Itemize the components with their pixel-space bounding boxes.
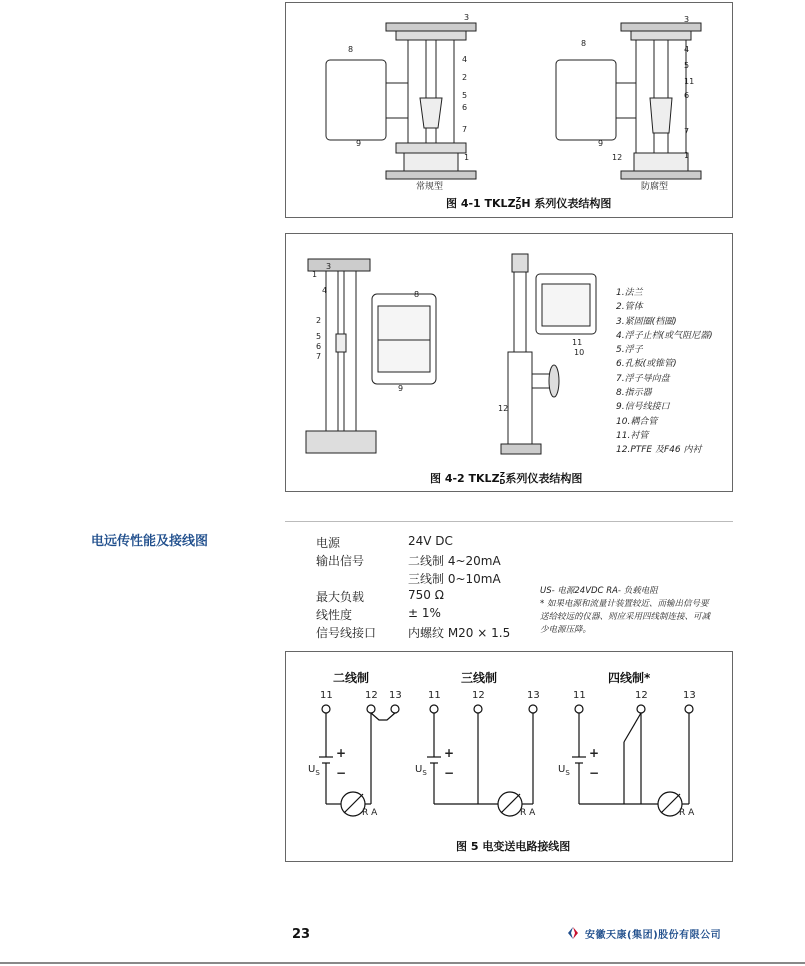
minus-label: − bbox=[336, 766, 347, 780]
legend-item: 10.耦合管 bbox=[616, 416, 658, 427]
legend-item: 12.PTFE 及F46 内衬 bbox=[616, 445, 702, 456]
spec-label: 最大负载 bbox=[316, 590, 365, 604]
figure-4-1-callout: 3 bbox=[464, 13, 470, 22]
spec-value: ± 1% bbox=[408, 606, 441, 620]
figure-4-1-callout: 2 bbox=[462, 73, 468, 82]
figure-4-1-callout: 4 bbox=[684, 45, 690, 54]
figure-4-1-left-label: 常规型 bbox=[416, 182, 444, 192]
figure-4-2-callout: 12 bbox=[498, 404, 509, 413]
us-label: $U_S$ bbox=[558, 764, 570, 777]
legend-item: 5.浮子 bbox=[616, 345, 643, 356]
terminal-label: 13 bbox=[389, 690, 402, 701]
wiring-title-two-wire: 二线制 bbox=[333, 671, 370, 685]
figure-4-1-callout: 7 bbox=[684, 127, 690, 136]
terminal-label: 12 bbox=[472, 690, 485, 701]
figure-4-1-callout: 3 bbox=[684, 15, 690, 24]
figure-4-2-caption: 图 4-2 TKLZ Z D 系列仪表结构图 bbox=[430, 471, 583, 486]
figure-4-1-callout: 7 bbox=[462, 125, 468, 134]
company-name: 安徽天康(集团)股份有限公司 bbox=[585, 930, 722, 941]
terminal-label: 11 bbox=[428, 690, 441, 701]
ra-label: R A bbox=[362, 808, 378, 818]
figure-4-1-callout: 1 bbox=[464, 153, 470, 162]
figure-4-1-callout: 9 bbox=[356, 139, 362, 148]
figure-4-2-callout: 4 bbox=[322, 286, 328, 295]
us-label: $U_S$ bbox=[415, 764, 427, 777]
figure-4-1-callout: 11 bbox=[684, 77, 695, 86]
figure-4-2-frame bbox=[285, 233, 733, 492]
legend-item: 7.浮子导向盘 bbox=[616, 373, 670, 384]
figure-4-1-callout: 6 bbox=[684, 91, 690, 100]
figure-4-1-callout: 8 bbox=[348, 45, 354, 54]
plus-label: + bbox=[589, 746, 600, 760]
figure-4-1-callout: 4 bbox=[462, 55, 468, 64]
figure-4-2-callout: 5 bbox=[316, 332, 322, 341]
legend-item: 3.紧固圈(档圈) bbox=[616, 316, 677, 327]
figure-4-1-callout: 12 bbox=[612, 153, 623, 162]
plus-label: + bbox=[444, 746, 455, 760]
figure-4-2-callout: 7 bbox=[316, 352, 322, 361]
legend-item: 6.孔板(或锥管) bbox=[616, 359, 677, 370]
figure-4-2-callout: 2 bbox=[316, 316, 322, 325]
figure-4-1-callout: 8 bbox=[581, 39, 587, 48]
figure-4-1-caption: 图 4-1 TKLZ Z D H 系列仪表结构图 bbox=[446, 196, 612, 211]
terminal-label: 12 bbox=[365, 690, 378, 701]
figure-5-caption: 图 5 电变送电路接线图 bbox=[456, 840, 571, 853]
terminal-label: 11 bbox=[573, 690, 586, 701]
ra-label: R A bbox=[520, 808, 536, 818]
spec-value: 750 Ω bbox=[408, 588, 444, 602]
figure-4-2-callout: 3 bbox=[326, 262, 332, 271]
spec-value: 三线制 0~10mA bbox=[408, 572, 501, 586]
figure-4-2-callout: 10 bbox=[574, 348, 585, 357]
terminal-label: 13 bbox=[683, 690, 696, 701]
minus-label: − bbox=[589, 766, 600, 780]
terminal-label: 11 bbox=[320, 690, 333, 701]
legend-item: 1.法兰 bbox=[616, 288, 643, 298]
page-bottom-border bbox=[0, 962, 805, 964]
figure-4-2-callout: 1 bbox=[312, 270, 318, 279]
figure-4-1-right-label: 防腐型 bbox=[641, 182, 669, 192]
wiring-title-three-wire: 三线制 bbox=[461, 671, 498, 685]
legend-item: 11.衬管 bbox=[616, 430, 649, 441]
wiring-note: US- 电源24VDC RA- 负载电阻 * 如果电源和流量计装置较近、而输出信号要 送给较远的仪器、则应采用四线制连接、可减 少电源压降。 bbox=[540, 586, 711, 635]
spec-value: 内螺纹 M20 × 1.5 bbox=[408, 626, 511, 640]
spec-value: 二线制 4~20mA bbox=[408, 554, 501, 568]
figure-4-2-legend bbox=[616, 286, 713, 458]
figure-4-2-callout: 11 bbox=[572, 338, 583, 347]
page-number: 23 bbox=[292, 927, 311, 942]
spec-label: 输出信号 bbox=[316, 554, 365, 568]
figure-4-1-frame bbox=[285, 2, 733, 218]
spec-label: 线性度 bbox=[316, 608, 353, 622]
spec-label: 信号线接口 bbox=[316, 626, 377, 640]
legend-item: 2.管体 bbox=[616, 302, 643, 313]
ra-label: R A bbox=[679, 808, 695, 818]
section-divider bbox=[285, 521, 733, 522]
figure-4-1-callout: 5 bbox=[462, 91, 468, 100]
figure-5-frame bbox=[285, 651, 733, 862]
figure-4-2-callout: 9 bbox=[398, 384, 404, 393]
spec-value: 24V DC bbox=[408, 534, 453, 548]
section-title: 电远传性能及接线图 bbox=[91, 534, 209, 549]
legend-item: 8.指示器 bbox=[616, 388, 652, 399]
legend-item: 9.信号线接口 bbox=[616, 402, 670, 413]
figure-4-1-callout: 1 bbox=[684, 151, 690, 160]
plus-label: + bbox=[336, 746, 347, 760]
company-logo-icon bbox=[566, 926, 580, 940]
wiring-title-four-wire: 四线制* bbox=[608, 671, 651, 685]
figure-4-1-callout: 5 bbox=[684, 61, 690, 70]
terminal-label: 12 bbox=[635, 690, 648, 701]
minus-label: − bbox=[444, 766, 455, 780]
figure-4-1-callout: 9 bbox=[598, 139, 604, 148]
legend-item: 4.浮子止档(或气阻尼器) bbox=[616, 330, 713, 341]
terminal-label: 13 bbox=[527, 690, 540, 701]
figure-4-2-callout: 6 bbox=[316, 342, 322, 351]
us-label: $U_S$ bbox=[308, 764, 320, 777]
figure-4-1-callout: 6 bbox=[462, 103, 468, 112]
figure-4-2-callout: 8 bbox=[414, 290, 420, 299]
spec-label: 电源 bbox=[316, 536, 341, 550]
